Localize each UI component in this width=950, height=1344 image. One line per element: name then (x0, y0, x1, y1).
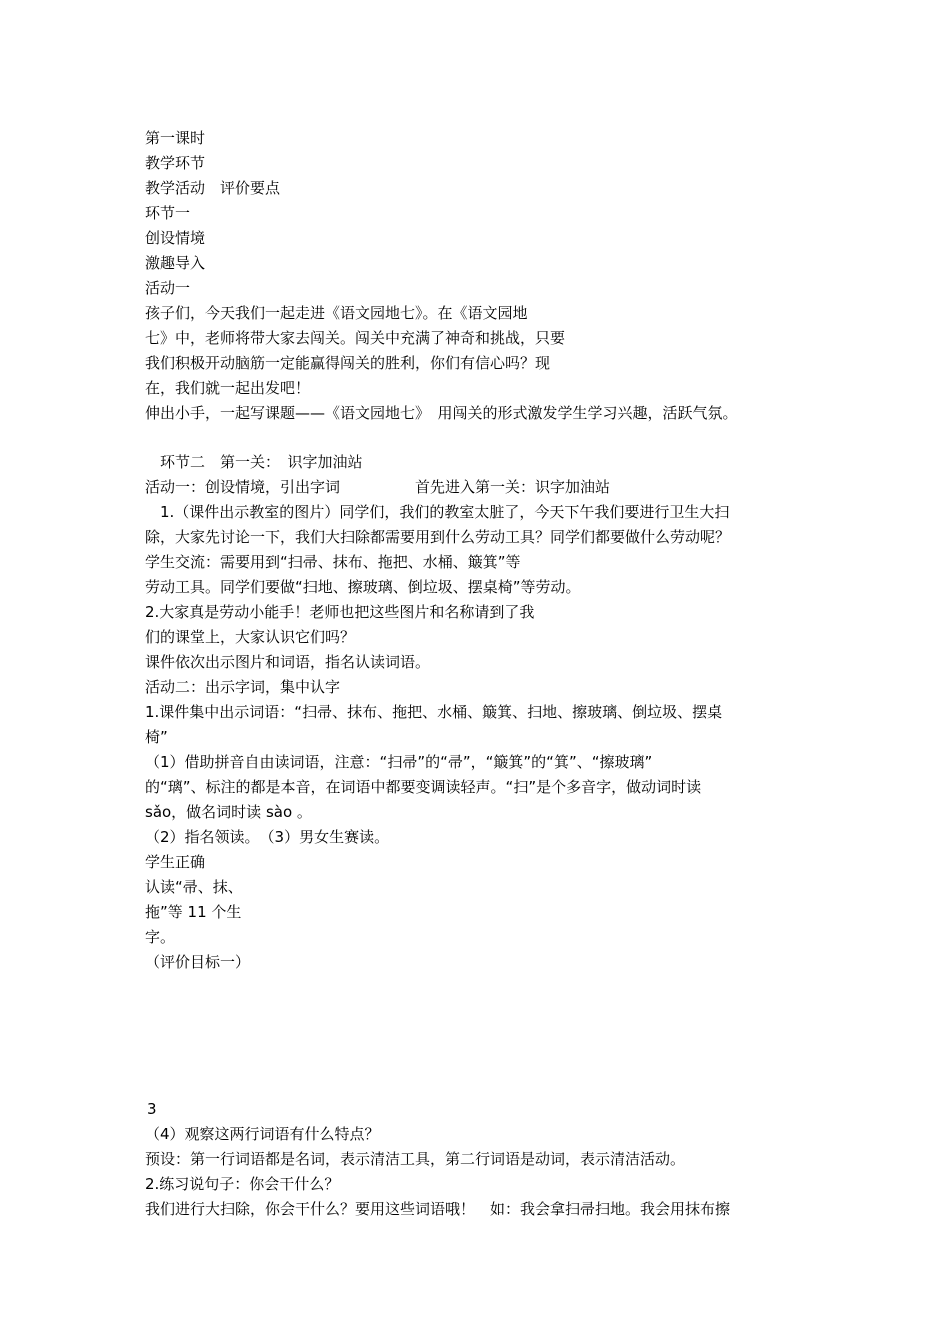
text-line: （2）指名领读。 （3）男女生赛读。 (145, 828, 390, 846)
text-line: 活动二：出示字词，集中认字 (145, 678, 341, 696)
text-line: 2.大家真是劳动小能手！老师也把这些图片和名称请到了我 (145, 603, 535, 621)
text-line: （评价目标一） (145, 953, 251, 971)
page-number: 3 (147, 1100, 157, 1118)
text-line: 2.练习说句子：你会干什么？ (145, 1175, 340, 1193)
text-line: 伸出小手，一起写课题——《语文园地七》 用闯关的形式激发学生学习兴趣，活跃气氛。 (145, 404, 738, 422)
text-line: 1.课件集中出示词语：“扫帚、抹布、拖把、水桶、簸箕、扫地、擦玻璃、倒垃圾、摆桌 (145, 703, 723, 721)
text-line: 活动一：创设情境，引出字词 首先进入第一关：识字加油站 (145, 478, 611, 496)
text-line: 除，大家先讨论一下，我们大扫除都需要用到什么劳动工具？同学们都要做什么劳动呢？ (145, 528, 731, 546)
text-line: 1.（课件出示教室的图片）同学们，我们的教室太脏了，今天下午我们要进行卫生大扫 (145, 503, 730, 521)
text-line: （1）借助拼音自由读词语，注意：“扫帚”的“帚”，“簸箕”的“箕”、“擦玻璃” (145, 753, 653, 771)
text-line: 第一课时 (145, 129, 206, 147)
text-line: 学生交流：需要用到“扫帚、抹布、拖把、水桶、簸箕”等 (145, 553, 521, 571)
text-line: 椅” (145, 728, 168, 746)
text-line: 课件依次出示图片和词语，指名认读词语。 (145, 653, 431, 671)
text-line: 环节一 (145, 204, 191, 222)
text-line: sǎo，做名词时读 sào 。 (145, 803, 312, 821)
text-line: 认读“帚、抹、 (145, 878, 243, 896)
text-line: 拖”等 11 个生 (145, 903, 242, 921)
text-line: 的“璃”、标注的都是本音，在词语中都要变调读轻声。“扫”是个多音字，做动词时读 (145, 778, 702, 796)
text-line: 教学环节 (145, 154, 206, 172)
text-line: （4）观察这两行词语有什么特点？ (145, 1125, 380, 1143)
text-line: 在，我们就一起出发吧！ (145, 379, 311, 397)
text-line: 我们进行大扫除，你会干什么？要用这些词语哦！ 如：我会拿扫帚扫地。我会用抹布擦 (145, 1200, 731, 1218)
text-line: 环节二 第一关： 识字加油站 (145, 453, 363, 471)
text-line: 激趣导入 (145, 254, 206, 272)
text-line: 教学活动 评价要点 (145, 179, 281, 197)
text-line: 字。 (145, 928, 176, 946)
text-line: 创设情境 (145, 229, 206, 247)
text-line: 七》中，老师将带大家去闯关。闯关中充满了神奇和挑战，只要 (145, 329, 566, 347)
text-line: 我们积极开动脑筋一定能赢得闯关的胜利，你们有信心吗？现 (145, 354, 551, 372)
text-line: 活动一 (145, 279, 191, 297)
text-line: 劳动工具。同学们要做“扫地、擦玻璃、倒垃圾、摆桌椅”等劳动。 (145, 578, 581, 596)
text-line: 预设：第一行词语都是名词，表示清洁工具，第二行词语是动词，表示清洁活动。 (145, 1150, 686, 1168)
text-line: 们的课堂上，大家认识它们吗？ (145, 628, 356, 646)
text-line: 学生正确 (145, 853, 206, 871)
text-line: 孩子们，今天我们一起走进《语文园地七》。在《语文园地 (145, 304, 528, 322)
